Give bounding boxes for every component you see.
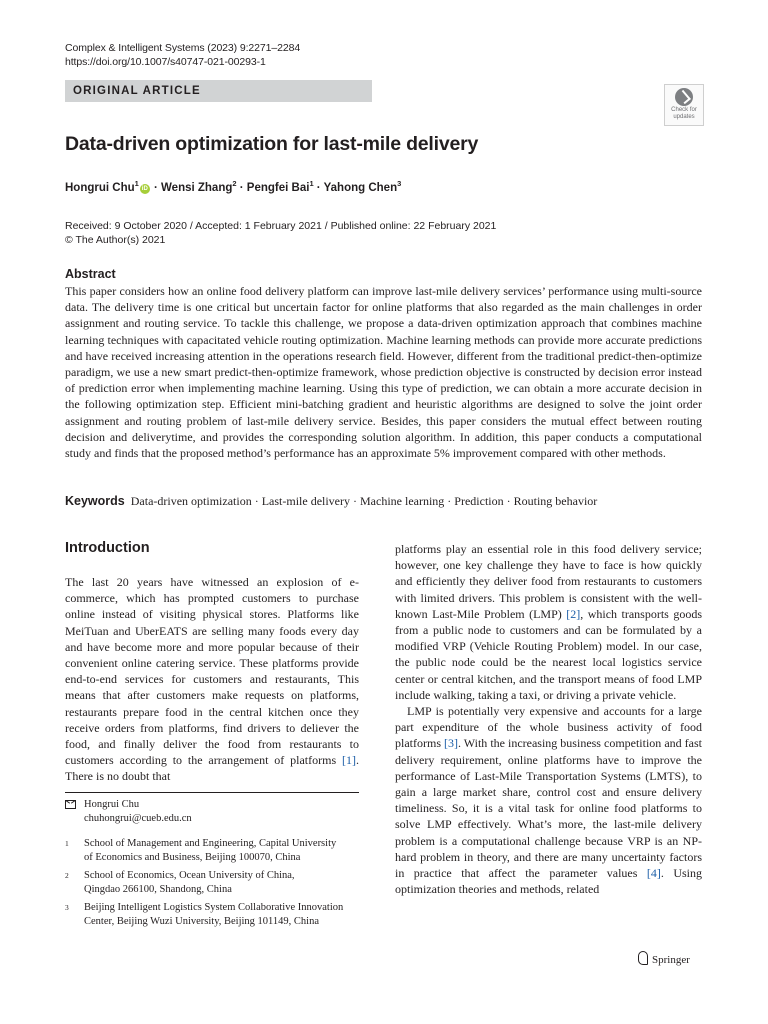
corresponding-author <box>84 798 192 825</box>
affiliation-line: Center, Beijing Wuzi University, Beijing 101149, China <box>84 915 319 927</box>
affiliation-number: 3 <box>65 903 69 912</box>
affiliation-number: 2 <box>65 871 69 880</box>
author-list <box>65 179 401 194</box>
author-affiliation-sup: 1 <box>309 179 314 188</box>
author-affiliation-sup: 3 <box>397 179 402 188</box>
affiliation-entry <box>84 869 295 896</box>
author-name[interactable]: Hongrui Chu <box>65 181 135 194</box>
paragraph-text: LMP is potentially very expensive and accounts for a large part expenditure of the whole business activity of food platforms <box>395 704 702 751</box>
author-name[interactable]: Wensi Zhang <box>161 181 233 194</box>
affiliation-entry <box>84 901 343 928</box>
paragraph <box>65 574 359 785</box>
affiliation-number: 1 <box>65 839 69 848</box>
affiliation-line: Beijing Intelligent Logistics System Collaborative Innovation <box>84 902 344 913</box>
paragraph-text: . With the increasing business competition and fast delivery requirement, online platforms have to improve the performance of Last-Mile Transportation Systems (LMTS), to gain a large market share, control cost and ensure delivery timeliness. So, it is a vital task for online food platforms to solve LMP effectively. What’s more, the last-mile delivery problem is a computational challenge because VRP is an NP-hard problem in theory, and there are many uncertainty factors in practice that affect the parameter values <box>395 736 702 881</box>
copyright-notice: © The Author(s) 2021 <box>65 234 166 246</box>
article-type-label: ORIGINAL ARTICLE <box>73 85 201 97</box>
author-name[interactable]: Yahong Chen <box>323 181 398 194</box>
footnote-divider <box>65 792 359 793</box>
badge-line2: updates <box>673 114 695 120</box>
article-type-banner <box>65 80 372 102</box>
corresponding-email[interactable]: chuhongrui@cueb.edu.cn <box>84 812 192 824</box>
body-column-right <box>395 541 702 897</box>
author-affiliation-sup: 2 <box>232 179 237 188</box>
paragraph-text: . Using optimization theories and methods, related <box>395 866 703 897</box>
affiliation-line: School of Economics, Ocean University of China, <box>84 870 295 881</box>
citation-link[interactable]: [2] <box>566 606 581 621</box>
author-affiliation-sup: 1 <box>134 179 139 188</box>
author-name[interactable]: Pengfei Bai <box>246 181 310 194</box>
keywords-heading: Keywords <box>65 494 125 508</box>
check-for-updates-badge[interactable] <box>664 84 704 126</box>
affiliation-line: of Economics and Business, Beijing 100070, China <box>84 851 301 863</box>
doi-link[interactable]: https://doi.org/10.1007/s40747-021-00293-1 <box>65 56 266 68</box>
author-separator: · <box>150 181 162 194</box>
keywords-text: Data-driven optimization · Last-mile delivery · Machine learning · Prediction · Routing behavior <box>130 494 598 508</box>
orcid-icon[interactable]: iD <box>141 185 148 192</box>
citation-link[interactable]: [4] <box>646 866 661 881</box>
citation-link[interactable]: [1] <box>342 753 356 768</box>
affiliation-entry <box>84 837 336 864</box>
publication-dates <box>65 219 496 247</box>
corresponding-name: Hongrui Chu <box>84 799 140 810</box>
citation-link[interactable]: [3] <box>444 736 458 751</box>
paragraph <box>395 703 702 897</box>
springer-horse-icon <box>638 951 648 965</box>
author-separator: · <box>313 181 324 194</box>
journal-citation: Complex & Intelligent Systems (2023) 9:2271–2284 <box>65 42 301 54</box>
badge-line1: Check for <box>671 107 697 113</box>
author-separator: · <box>236 181 247 194</box>
keywords-line <box>65 494 597 509</box>
paragraph-text: , which transports goods from a public node to customers and can be formulated by a modified VRP (Vehicle Routing Problem) model. In our case, the public node could be the nearest local logistics service center or central kitchen, and the transport means of food LMP include walking, taking a taxi, or driving a private vehicle. <box>395 606 702 702</box>
affiliation-line: School of Management and Engineering, Capital University <box>84 838 337 849</box>
publisher-name: Springer <box>652 954 690 966</box>
body-column-left <box>65 574 359 785</box>
envelope-icon <box>65 800 76 809</box>
paragraph-text: . There is no doubt that <box>65 753 359 784</box>
publisher-logo <box>638 951 690 966</box>
abstract-heading: Abstract <box>65 267 116 281</box>
affiliation-line: Qingdao 266100, Shandong, China <box>84 883 232 895</box>
introduction-heading: Introduction <box>65 540 150 556</box>
paragraph-text: platforms play an essential role in this food delivery service; however, one key challenge they have to face is how quickly and efficiently they deliver food from restaurants to customers with limited drivers. This problem is consistent with the well-known Last-Mile Problem (LMP) <box>395 542 702 621</box>
check-circle-icon <box>675 88 693 106</box>
paragraph <box>395 541 702 703</box>
abstract-text: This paper considers how an online food delivery platform can improve last-mile delivery services’ performance using multi-source data. The delivery time is one critical but uncertain factor for online platforms that also regarded as the main challenges in order assignment and routing service. To tackle this challenge, we propose a data-driven optimization approach that combines machine learning techniques with capacitated vehicle routing optimization. Machine learning methods can provide more accurate predictions and have received increasing attention in the operations research field. However, different from the traditional predict-then-optimize paradigm, we use a new smart predict-then-optimize framework, whose prediction objective is constructed by decision error instead of prediction error when implementing machine learning. Using this type of prediction, we can obtain a more accurate decision in the following optimization step. Efficient mini-batching gradient and heuristic algorithms are designed to solve the joint order assignment and routing problem of last-mile delivery service. Besides, this paper considers the mutual effect between routing decision and deliverytime, and provides the corresponding solution algorithm. In addition, this paper conducts a computational study and finds that the proposed method’s performance has an approximate 5% improvement compared with other methods. <box>65 284 702 461</box>
paragraph-text: The last 20 years have witnessed an explosion of e-commerce, which has prompted customers to purchase online instead of visiting physical stores. Platforms like MeiTuan and UberEATS are selling many foods every day and have become more and more popular because of their convenient online catering service. These platforms provide end-to-end services for customers and restaurants, This means that after customers make requests on platforms, restaurants prepare food in the central kitchen once they receive orders from platforms, find drivers to deliever the food, and finally deliver the food from restaurants to customers according to the arrangement of platforms <box>65 575 359 768</box>
publication-history: Received: 9 October 2020 / Accepted: 1 February 2021 / Published online: 22 February 2021 <box>65 220 497 232</box>
article-title: Data-driven optimization for last-mile delivery <box>65 133 479 155</box>
